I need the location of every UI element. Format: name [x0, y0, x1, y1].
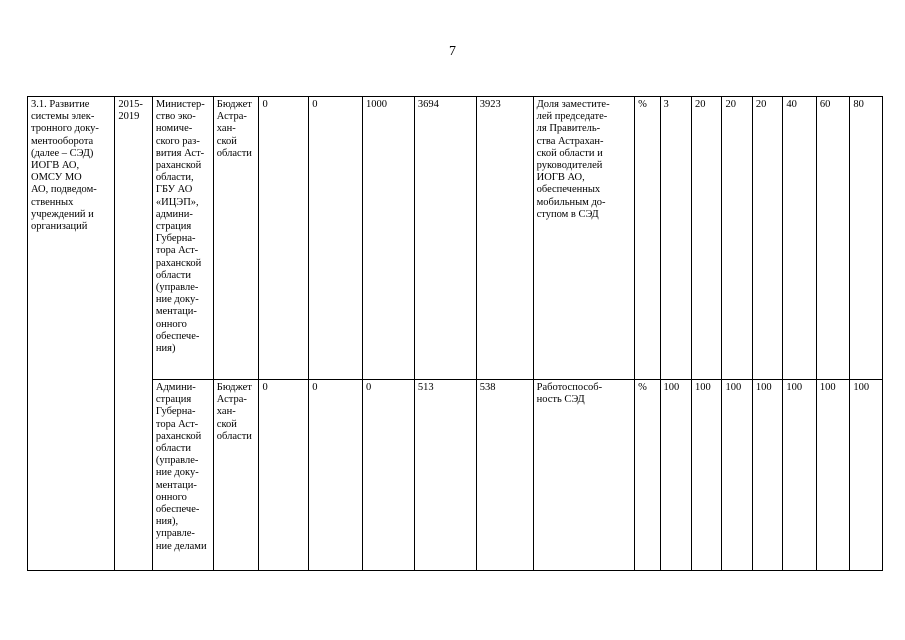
target-cell: 80 — [850, 97, 883, 380]
target-cell: 20 — [692, 97, 722, 380]
target-cell: 100 — [850, 380, 883, 571]
activity-cell: 3.1. Развитие системы элек- тронного доку- ментооборота (далее – СЭД) ИОГВ АО, ОМСУ МО АО, подведом- ственных учреждений и организаций — [28, 97, 115, 571]
amount-cell: 0 — [309, 97, 363, 380]
amount-cell: 3694 — [414, 97, 476, 380]
target-cell: 100 — [660, 380, 691, 571]
amount-cell: 1000 — [363, 97, 415, 380]
target-cell: 100 — [752, 380, 782, 571]
target-cell: 100 — [816, 380, 850, 571]
amount-cell: 3923 — [476, 97, 533, 380]
period-cell: 2015- 2019 — [115, 97, 153, 571]
table-row — [28, 97, 883, 380]
target-cell: 100 — [692, 380, 722, 571]
target-cell: 20 — [722, 97, 752, 380]
target-cell: 20 — [752, 97, 782, 380]
amount-cell: 0 — [309, 380, 363, 571]
target-cell: 100 — [722, 380, 752, 571]
program-table — [27, 96, 883, 571]
amount-cell: 538 — [476, 380, 533, 571]
amount-cell: 0 — [363, 380, 415, 571]
funding-source-cell: Бюджет Астра- хан- ской области — [213, 380, 259, 571]
executor-cell: Админи- страция Губерна- тора Аст- раханской области (управле- ние доку- ментаци- онного обеспече- ния), управле- ние делами — [152, 380, 213, 571]
target-cell: 3 — [660, 97, 691, 380]
executor-cell: Министер- ство эко- номиче- ского раз- вития Аст- раханской области, ГБУ АО «ИЦЭП», админи- страция Губерна- тора Аст- раханской области (управле- ние доку- ментаци- онного обеспече- ния) — [152, 97, 213, 380]
target-cell: 100 — [783, 380, 817, 571]
amount-cell: 0 — [259, 380, 309, 571]
indicator-cell: Доля заместите- лей председате- ля Правитель- ства Астрахан- ской области и руководителей ИОГВ АО, обеспеченных мобильным до- ступом в СЭД — [533, 97, 635, 380]
amount-cell: 513 — [414, 380, 476, 571]
target-cell: 40 — [783, 97, 817, 380]
target-cell: 60 — [816, 97, 850, 380]
funding-source-cell: Бюджет Астра- хан- ской области — [213, 97, 259, 380]
page-number: 7 — [449, 44, 456, 59]
indicator-cell: Работоспособ- ность СЭД — [533, 380, 635, 571]
unit-cell: % — [635, 380, 660, 571]
unit-cell: % — [635, 97, 660, 380]
table-row — [28, 380, 883, 571]
amount-cell: 0 — [259, 97, 309, 380]
